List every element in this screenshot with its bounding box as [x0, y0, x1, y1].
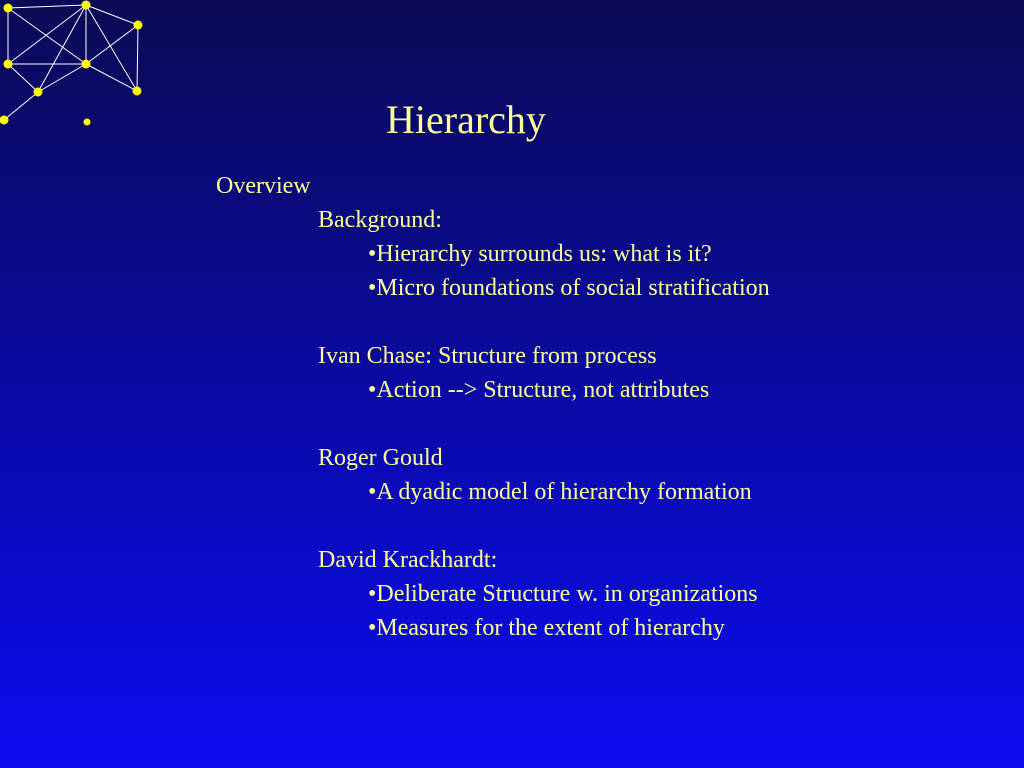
bullet-item: •Action --> Structure, not attributes [368, 377, 710, 403]
network-edge [4, 92, 38, 120]
network-node [84, 119, 91, 126]
bullet-item: •Micro foundations of social stratification [368, 275, 770, 301]
network-node [34, 88, 43, 97]
chase-label: Ivan Chase: Structure from process [318, 343, 657, 369]
krackhardt-label: David Krackhardt: [318, 547, 498, 573]
network-node [4, 4, 13, 13]
bullet-item: •Hierarchy surrounds us: what is it? [368, 241, 712, 267]
network-node [133, 87, 142, 96]
network-edge [86, 5, 137, 91]
network-edge [8, 5, 86, 8]
network-node [134, 21, 143, 30]
overview-outline [216, 169, 996, 645]
bullet-item: •Measures for the extent of hierarchy [368, 615, 725, 641]
network-node [4, 60, 13, 69]
network-edge [137, 25, 138, 91]
spacer [216, 305, 996, 339]
network-graph-icon [0, 0, 150, 130]
spacer [216, 407, 996, 441]
bullet-item: •A dyadic model of hierarchy formation [368, 479, 752, 505]
network-edge [8, 64, 38, 92]
spacer [216, 509, 996, 543]
network-edge [38, 5, 86, 92]
network-edge [86, 25, 138, 64]
slide-title: Hierarchy [386, 97, 546, 142]
overview-heading: Overview [216, 173, 311, 199]
network-node [82, 1, 91, 10]
bullet-item: •Deliberate Structure w. in organizations [368, 581, 758, 607]
network-edge [86, 5, 138, 25]
network-node [82, 60, 91, 69]
gould-label: Roger Gould [318, 445, 443, 471]
background-label: Background: [318, 207, 442, 233]
